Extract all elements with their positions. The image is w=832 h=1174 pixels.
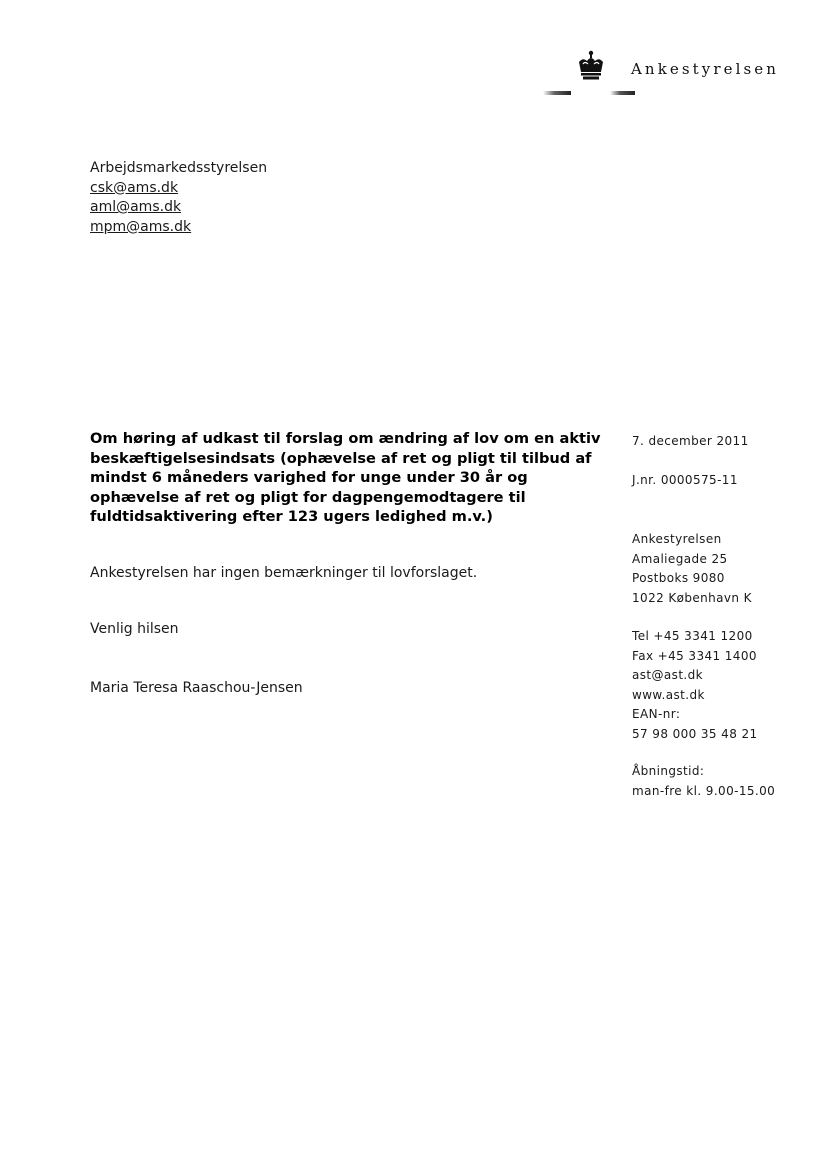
ean-number: 57 98 000 35 48 21	[632, 726, 758, 741]
recipient-email-link[interactable]: mpm@ams.dk	[90, 218, 192, 235]
letter-subject: Om høring af udkast til forslag om ændring af lov om en aktiv beskæftigelsesindsats (ophævelse af ret og pligt til tilbud af mindst 6 måneders varighed for unge under 30 år og ophævelse af ret og pligt for dagpengemodtagere til fuldtidsaktivering efter 123 ugers ledighed m.v.)	[90, 430, 601, 525]
phone-number: Tel +45 3341 1200	[632, 629, 753, 643]
closing-greeting: Venlig hilsen	[90, 621, 179, 637]
letterhead-divider	[610, 91, 635, 95]
recipient-name: Arbejdsmarkedsstyrelsen	[90, 160, 268, 176]
opening-hours-label: Åbningstid:	[632, 764, 705, 778]
recipient-email-link[interactable]: csk@ams.dk	[90, 179, 179, 196]
fax-number: Fax +45 3341 1400	[632, 648, 757, 663]
crown-logo-icon	[574, 50, 608, 82]
contact-email: ast@ast.dk	[632, 668, 704, 682]
opening-hours-value: man-fre kl. 9.00-15.00	[632, 783, 776, 798]
letter-statement: Ankestyrelsen har ingen bemærkninger til lovforslaget.	[90, 565, 478, 581]
address-line: Postboks 9080	[632, 571, 725, 585]
signatory-name: Maria Teresa Raaschou-Jensen	[90, 680, 303, 696]
opening-hours	[632, 762, 775, 801]
recipient-email-link[interactable]: aml@ams.dk	[90, 199, 182, 215]
ean-label: EAN-nr:	[632, 707, 681, 721]
recipient-block	[90, 159, 267, 237]
address-line: 1022 København K	[632, 590, 752, 605]
address-line: Amaliegade 25	[632, 551, 728, 566]
address-line: Ankestyrelsen	[632, 532, 722, 546]
sender-contact	[632, 627, 758, 744]
journal-number: J.nr. 0000575-11	[632, 473, 738, 487]
letter-date: 7. december 2011	[632, 434, 749, 448]
organization-logo-text: Ankestyrelsen	[631, 60, 780, 78]
website: www.ast.dk	[632, 687, 705, 702]
sender-address	[632, 530, 752, 608]
letterhead-divider	[543, 91, 571, 95]
